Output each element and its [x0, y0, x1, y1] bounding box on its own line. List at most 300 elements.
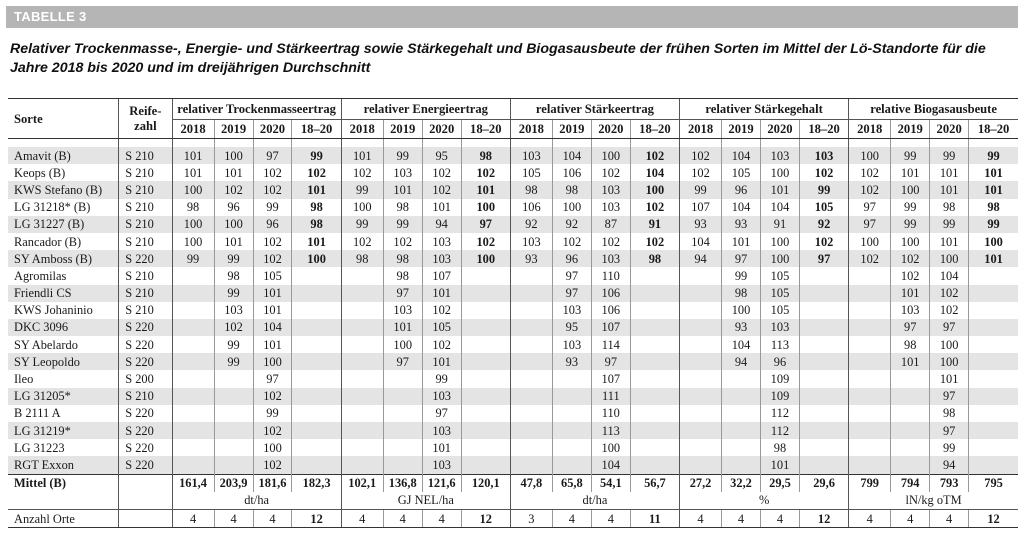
cell-reifezahl: S 220: [119, 439, 172, 456]
cell-orte-value: 4: [341, 509, 383, 527]
cell-value: [341, 370, 383, 387]
cell-sorte: LG 31219*: [8, 422, 119, 439]
cell-mittel-value: 182,3: [292, 474, 341, 492]
cell-mittel-value: 795: [969, 474, 1018, 492]
cell-value: 101: [761, 181, 800, 198]
cell-orte-value: 4: [761, 509, 800, 527]
cell-value: 100: [214, 216, 253, 233]
cell-value: 97: [383, 353, 422, 370]
cell-value: 97: [422, 405, 461, 422]
table-caption: Relativer Trockenmasse-, Energie- und Stärkeertrag sowie Stärkegehalt und Biogasausbeute der frühen Sorten im Mittel der Lö-Standorte für die Jahre 2018 bis 2020 und im dreijährigen Durchschnitt: [10, 41, 986, 76]
cell-value: 105: [761, 267, 800, 284]
cell-value: 106: [552, 164, 591, 181]
cell-value: 107: [422, 267, 461, 284]
cell-value: 98: [383, 267, 422, 284]
cell-value: [172, 422, 214, 439]
cell-value: 100: [172, 233, 214, 250]
cell-value: [799, 405, 848, 422]
cell-orte-value: 3: [510, 509, 552, 527]
cell-value: 102: [630, 147, 679, 164]
table-label: TABELLE 3: [14, 9, 87, 24]
cell-value: 91: [630, 216, 679, 233]
cell-value: [680, 439, 722, 456]
cell-reifezahl: S 210: [119, 199, 172, 216]
cell-value: [510, 285, 552, 302]
cell-value: 101: [930, 181, 969, 198]
cell-value: 106: [591, 285, 630, 302]
cell-value: [722, 456, 761, 474]
cell-value: [891, 405, 930, 422]
cell-value: 110: [591, 267, 630, 284]
cell-value: 98: [292, 216, 341, 233]
header-year: 2019: [214, 120, 253, 139]
cell-value: [172, 319, 214, 336]
cell-value: 102: [422, 164, 461, 181]
cell-value: [461, 405, 510, 422]
cell-value: 102: [253, 164, 292, 181]
cell-value: [292, 285, 341, 302]
table-body: [8, 139, 1018, 528]
cell-value: [680, 336, 722, 353]
cell-reifezahl: S 210: [119, 388, 172, 405]
cell-value: 101: [761, 456, 800, 474]
cell-value: 104: [722, 336, 761, 353]
cell-value: [341, 353, 383, 370]
cell-value: 105: [722, 164, 761, 181]
cell-value: [891, 456, 930, 474]
cell-value: [214, 388, 253, 405]
cell-value: 98: [552, 181, 591, 198]
cell-unit: GJ NEL/ha: [341, 492, 510, 510]
cell-value: 99: [799, 181, 848, 198]
cell-value: 99: [253, 199, 292, 216]
cell-value: [969, 422, 1018, 439]
cell-value: 110: [591, 405, 630, 422]
cell-mittel-value: 47,8: [510, 474, 552, 492]
cell-value: 96: [552, 250, 591, 267]
cell-value: 99: [341, 181, 383, 198]
cell-value: 100: [172, 216, 214, 233]
cell-value: 100: [849, 233, 891, 250]
cell-value: 98: [891, 336, 930, 353]
cell-value: 102: [341, 233, 383, 250]
cell-value: 98: [461, 147, 510, 164]
cell-value: 103: [761, 319, 800, 336]
cell-value: 103: [422, 456, 461, 474]
cell-value: 103: [552, 302, 591, 319]
cell-value: [630, 302, 679, 319]
cell-value: 101: [292, 181, 341, 198]
cell-value: 96: [253, 216, 292, 233]
cell-value: [799, 302, 848, 319]
cell-reifezahl: S 210: [119, 285, 172, 302]
cell-value: [172, 285, 214, 302]
cell-mittel-value: 56,7: [630, 474, 679, 492]
cell-value: [552, 456, 591, 474]
cell-value: 103: [591, 199, 630, 216]
cell-value: [849, 319, 891, 336]
cell-value: [630, 388, 679, 405]
cell-value: 101: [253, 302, 292, 319]
cell-value: 102: [422, 336, 461, 353]
cell-value: 100: [341, 199, 383, 216]
table-row: [8, 285, 1018, 302]
cell-value: [722, 422, 761, 439]
cell-value: 100: [253, 353, 292, 370]
header-year: 2020: [930, 120, 969, 139]
cell-value: [510, 319, 552, 336]
cell-value: 100: [761, 250, 800, 267]
cell-value: [172, 267, 214, 284]
cell-value: 99: [891, 216, 930, 233]
cell-value: 104: [253, 319, 292, 336]
cell-value: [341, 439, 383, 456]
cell-value: [214, 422, 253, 439]
cell-mittel-value: 799: [849, 474, 891, 492]
cell-value: [461, 388, 510, 405]
cell-value: 102: [930, 302, 969, 319]
cell-value: [292, 370, 341, 387]
cell-value: 100: [891, 233, 930, 250]
cell-value: 99: [292, 147, 341, 164]
cell-unit: dt/ha: [172, 492, 341, 510]
cell-value: 100: [552, 199, 591, 216]
cell-value: [461, 422, 510, 439]
cell-value: 97: [552, 285, 591, 302]
cell-value: [172, 405, 214, 422]
header-reife-line2: zahl: [134, 118, 157, 133]
cell-orte-value: 4: [891, 509, 930, 527]
cell-value: 102: [422, 181, 461, 198]
cell-value: [461, 370, 510, 387]
cell-orte-value: 12: [799, 509, 848, 527]
cell-value: 100: [461, 250, 510, 267]
cell-value: 101: [930, 370, 969, 387]
cell-value: 102: [214, 319, 253, 336]
cell-value: 104: [552, 147, 591, 164]
header-year: 2018: [172, 120, 214, 139]
header-year: 18–20: [292, 120, 341, 139]
cell-value: [383, 422, 422, 439]
cell-value: [292, 422, 341, 439]
cell-sorte: Rancador (B): [14, 234, 82, 249]
cell-value: 93: [722, 319, 761, 336]
cell-mittel-value: 27,2: [680, 474, 722, 492]
cell-value: 104: [680, 233, 722, 250]
header-group-energie: relativer Energieertrag: [341, 99, 510, 120]
anzahl-orte-row: [8, 509, 1018, 527]
cell-value: 93: [722, 216, 761, 233]
cell-reifezahl: S 220: [119, 319, 172, 336]
cell-value: 94: [722, 353, 761, 370]
cell-value: 102: [253, 388, 292, 405]
cell-value: 104: [722, 147, 761, 164]
cell-value: [722, 388, 761, 405]
cell-value: 100: [722, 302, 761, 319]
cell-orte-value: 4: [849, 509, 891, 527]
header-year: 18–20: [461, 120, 510, 139]
units-row: [8, 492, 1018, 510]
cell-value: [510, 267, 552, 284]
cell-mittel-value: 32,2: [722, 474, 761, 492]
cell-mittel-value: 120,1: [461, 474, 510, 492]
cell-value: 99: [172, 250, 214, 267]
cell-value: [680, 285, 722, 302]
cell-value: [849, 370, 891, 387]
cell-unit: dt/ha: [510, 492, 679, 510]
cell-value: 103: [383, 302, 422, 319]
cell-value: [849, 285, 891, 302]
cell-value: 97: [552, 267, 591, 284]
header-year: 2019: [722, 120, 761, 139]
cell-value: 105: [422, 319, 461, 336]
cell-orte-value: 4: [552, 509, 591, 527]
cell-value: [172, 388, 214, 405]
cell-value: 100: [761, 233, 800, 250]
cell-value: [680, 370, 722, 387]
cell-value: 103: [799, 147, 848, 164]
cell-value: [969, 405, 1018, 422]
cell-mittel-label: Mittel (B): [8, 474, 119, 492]
cell-value: 93: [510, 250, 552, 267]
cell-value: [680, 456, 722, 474]
cell-value: [341, 456, 383, 474]
cell-value: [891, 422, 930, 439]
table-row: [8, 439, 1018, 456]
cell-value: [172, 353, 214, 370]
cell-value: [510, 422, 552, 439]
cell-value: 100: [172, 181, 214, 198]
cell-value: [292, 319, 341, 336]
cell-value: [214, 405, 253, 422]
cell-value: [891, 370, 930, 387]
cell-value: [461, 353, 510, 370]
cell-value: [292, 336, 341, 353]
header-year: 2018: [680, 120, 722, 139]
cell-value: [172, 370, 214, 387]
cell-value: [630, 370, 679, 387]
cell-value: 97: [253, 147, 292, 164]
cell-value: [510, 439, 552, 456]
cell-value: [849, 456, 891, 474]
cell-value: 99: [969, 216, 1018, 233]
cell-value: [214, 439, 253, 456]
cell-value: 102: [383, 233, 422, 250]
cell-value: [461, 302, 510, 319]
cell-value: 102: [253, 422, 292, 439]
cell-value: 102: [891, 250, 930, 267]
cell-value: 103: [591, 250, 630, 267]
cell-mittel-value: 793: [930, 474, 969, 492]
cell-reifezahl: S 210: [119, 267, 172, 284]
cell-value: 102: [930, 285, 969, 302]
cell-sorte: LG 31218* (B): [14, 200, 91, 215]
cell-sorte: KWS Stefano (B): [8, 181, 119, 198]
cell-value: 104: [761, 199, 800, 216]
cell-value: 97: [722, 250, 761, 267]
cell-value: [630, 422, 679, 439]
cell-value: 101: [722, 233, 761, 250]
cell-value: [292, 405, 341, 422]
cell-value: 100: [930, 250, 969, 267]
cell-sorte: Friendli CS: [8, 285, 119, 302]
cell-value: [891, 439, 930, 456]
cell-value: 94: [930, 456, 969, 474]
cell-orte-value: 4: [591, 509, 630, 527]
cell-value: [510, 353, 552, 370]
cell-value: 100: [591, 439, 630, 456]
cell-value: [799, 370, 848, 387]
cell-value: 92: [552, 216, 591, 233]
cell-value: 101: [341, 147, 383, 164]
spacer-row: [8, 139, 1018, 148]
table-row: [8, 216, 1018, 233]
cell-value: [341, 422, 383, 439]
cell-value: 101: [461, 181, 510, 198]
cell-value: 105: [799, 199, 848, 216]
table-row: [8, 405, 1018, 422]
cell-value: 105: [510, 164, 552, 181]
cell-value: 97: [930, 319, 969, 336]
cell-value: [341, 388, 383, 405]
cell-mittel-value: 181,6: [253, 474, 292, 492]
cell-sorte: Keops (B): [14, 165, 66, 180]
cell-value: 91: [761, 216, 800, 233]
cell-value: 102: [591, 164, 630, 181]
cell-value: [461, 267, 510, 284]
cell-sorte: Agromilas: [14, 268, 67, 283]
cell-orte-value: 4: [680, 509, 722, 527]
cell-value: 100: [383, 336, 422, 353]
cell-reifezahl: S 210: [119, 181, 172, 198]
cell-value: 100: [253, 439, 292, 456]
cell-value: 92: [799, 216, 848, 233]
cell-value: [849, 422, 891, 439]
table-row: [8, 353, 1018, 370]
cell-value: 103: [422, 422, 461, 439]
cell-value: [799, 336, 848, 353]
cell-value: 106: [510, 199, 552, 216]
cell-value: [292, 302, 341, 319]
cell-value: 100: [930, 336, 969, 353]
cell-value: [849, 267, 891, 284]
header-reife-line1: Reife-: [129, 103, 162, 118]
table-row: [8, 456, 1018, 474]
cell-value: [630, 285, 679, 302]
cell-reifezahl: S 210: [119, 147, 172, 164]
cell-value: 98: [930, 405, 969, 422]
cell-value: [461, 439, 510, 456]
cell-value: 109: [761, 370, 800, 387]
cell-value: [969, 336, 1018, 353]
cell-mittel-value: 161,4: [172, 474, 214, 492]
cell-value: 97: [930, 422, 969, 439]
cell-value: 112: [761, 405, 800, 422]
cell-value: [969, 302, 1018, 319]
cell-value: 99: [891, 147, 930, 164]
cell-value: [799, 439, 848, 456]
cell-value: 113: [591, 422, 630, 439]
cell-value: 97: [849, 216, 891, 233]
cell-value: 103: [214, 302, 253, 319]
cell-value: [630, 336, 679, 353]
cell-value: 100: [630, 181, 679, 198]
cell-value: 94: [680, 250, 722, 267]
cell-value: [341, 267, 383, 284]
cell-value: 98: [969, 199, 1018, 216]
cell-value: 98: [722, 285, 761, 302]
cell-value: [680, 319, 722, 336]
cell-value: 101: [214, 164, 253, 181]
cell-value: [383, 370, 422, 387]
cell-value: 101: [422, 199, 461, 216]
cell-orte-value: 12: [969, 509, 1018, 527]
cell-value: 103: [591, 181, 630, 198]
header-year: 2020: [761, 120, 800, 139]
cell-value: 102: [849, 164, 891, 181]
cell-value: 102: [799, 164, 848, 181]
cell-value: 101: [891, 164, 930, 181]
cell-value: [510, 370, 552, 387]
cell-value: 103: [510, 233, 552, 250]
cell-sorte: LG 31223: [14, 440, 65, 455]
cell-value: 100: [591, 147, 630, 164]
cell-value: 100: [969, 233, 1018, 250]
cell-reifezahl: S 220: [119, 405, 172, 422]
cell-value: 97: [591, 353, 630, 370]
cell-value: 99: [722, 267, 761, 284]
cell-value: 98: [761, 439, 800, 456]
table-row: [8, 181, 1018, 198]
cell-sorte: LG 31227 (B): [8, 216, 119, 233]
cell-value: [722, 405, 761, 422]
cell-orte-value: 12: [461, 509, 510, 527]
header-group-trockenmasse: relativer Trockenmasseertrag: [172, 99, 341, 120]
cell-value: 101: [891, 353, 930, 370]
cell-mittel-value: 794: [891, 474, 930, 492]
cell-mittel-value: 29,6: [799, 474, 848, 492]
cell-value: [552, 370, 591, 387]
cell-value: 102: [680, 164, 722, 181]
cell-value: [510, 302, 552, 319]
cell-value: 102: [341, 164, 383, 181]
cell-value: 98: [630, 250, 679, 267]
cell-value: [552, 439, 591, 456]
cell-value: [799, 267, 848, 284]
cell-value: [630, 456, 679, 474]
cell-sorte: KWS Johaninio: [14, 303, 93, 318]
cell-value: [969, 370, 1018, 387]
cell-value: [510, 405, 552, 422]
cell-value: [552, 388, 591, 405]
cell-orte-value: 4: [422, 509, 461, 527]
cell-value: 102: [461, 164, 510, 181]
cell-reifezahl: S 210: [119, 164, 172, 181]
cell-value: 102: [849, 181, 891, 198]
cell-value: [969, 353, 1018, 370]
cell-value: 101: [969, 250, 1018, 267]
cell-value: 97: [383, 285, 422, 302]
header-row-groups: [8, 99, 1018, 120]
cell-value: 102: [422, 302, 461, 319]
cell-value: 100: [930, 353, 969, 370]
cell-value: [849, 336, 891, 353]
cell-value: 104: [722, 199, 761, 216]
cell-reifezahl: S 220: [119, 250, 172, 267]
cell-value: [969, 267, 1018, 284]
cell-value: [849, 302, 891, 319]
header-reifezahl: [119, 99, 172, 139]
